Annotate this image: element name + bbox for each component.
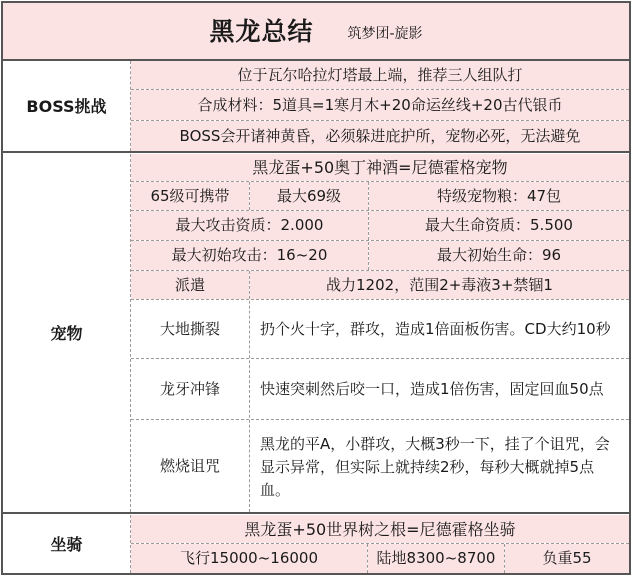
pet-section-label: 宠物 [50, 323, 83, 343]
divider [131, 270, 629, 271]
mount-load: 负重55 [505, 544, 629, 573]
page-title: 黑龙总结 [209, 16, 314, 46]
divider [130, 154, 131, 512]
page-subtitle: 筑梦团-旋影 [347, 25, 423, 42]
border [1, 59, 631, 61]
pet-skill-desc: 黑龙的平A，小群攻，大概3秒一下，挂了个诅咒，会显示异常，但实际上就持续2秒，每秒大概就掉5点血。 [260, 434, 610, 499]
mount-recipe-row: 黑龙蛋+50世界树之根=尼德霍格坐骑 [131, 515, 629, 543]
border [1, 573, 631, 575]
divider [249, 182, 250, 210]
boss-warning-row: BOSS会开诸神黄昏，必须躲进庇护所，宠物必死，无法避免 [131, 121, 629, 151]
border [629, 1, 631, 575]
border [1, 1, 3, 575]
border [1, 1, 631, 3]
pet-skill-desc: 快速突刺然后咬一口，造成1倍伤害，固定回血50点 [260, 379, 604, 398]
divider [131, 419, 629, 420]
divider [368, 182, 369, 270]
divider [131, 358, 629, 359]
pet-carry-level: 65级可携带 [131, 182, 249, 210]
boss-section-label: BOSS挑战 [26, 96, 107, 116]
divider [249, 271, 250, 512]
divider [131, 89, 629, 90]
pet-recipe-row: 黑龙蛋+50奥丁神酒=尼德霍格宠物 [131, 154, 629, 181]
pet-max-level: 最大69级 [250, 182, 368, 210]
divider [131, 299, 629, 300]
pet-init-hp: 最大初始生命：96 [369, 241, 629, 270]
divider [131, 120, 629, 121]
pet-dispatch-value: 战力1202，范围2+毒液3+禁锢1 [250, 271, 629, 299]
divider [130, 61, 131, 151]
divider [131, 210, 629, 211]
pet-skill-desc: 扔个火十字，群攻，造成1倍面板伤害。CD大约10秒 [260, 319, 611, 338]
boss-location-row: 位于瓦尔哈拉灯塔最上端，推荐三人组队打 [131, 61, 629, 89]
pet-hp-aptitude: 最大生命资质：5.500 [369, 211, 629, 240]
pet-init-attack: 最大初始攻击：16~20 [131, 241, 368, 270]
border [1, 512, 631, 514]
pet-skill-name: 龙牙冲锋 [159, 379, 220, 398]
divider [130, 515, 131, 573]
divider [367, 544, 368, 573]
divider [504, 544, 505, 573]
boss-material-row: 合成材料：5道具=1寒月木+20命运丝线+20古代银币 [131, 90, 629, 120]
divider [131, 543, 629, 544]
pet-skill-name: 大地撕裂 [159, 319, 220, 338]
pet-attack-aptitude: 最大攻击资质：2.000 [131, 211, 368, 240]
pet-food: 特级宠物粮：47包 [369, 182, 629, 210]
divider [131, 240, 629, 241]
pet-dispatch-label: 派遣 [131, 271, 249, 299]
mount-section-label: 坐骑 [50, 534, 83, 554]
mount-land-speed: 陆地8300~8700 [368, 544, 504, 573]
header-banner [3, 3, 629, 59]
border [1, 151, 631, 153]
pet-skill-name: 燃烧诅咒 [159, 456, 220, 475]
divider [131, 181, 629, 182]
mount-fly-speed: 飞行15000~16000 [131, 544, 367, 573]
